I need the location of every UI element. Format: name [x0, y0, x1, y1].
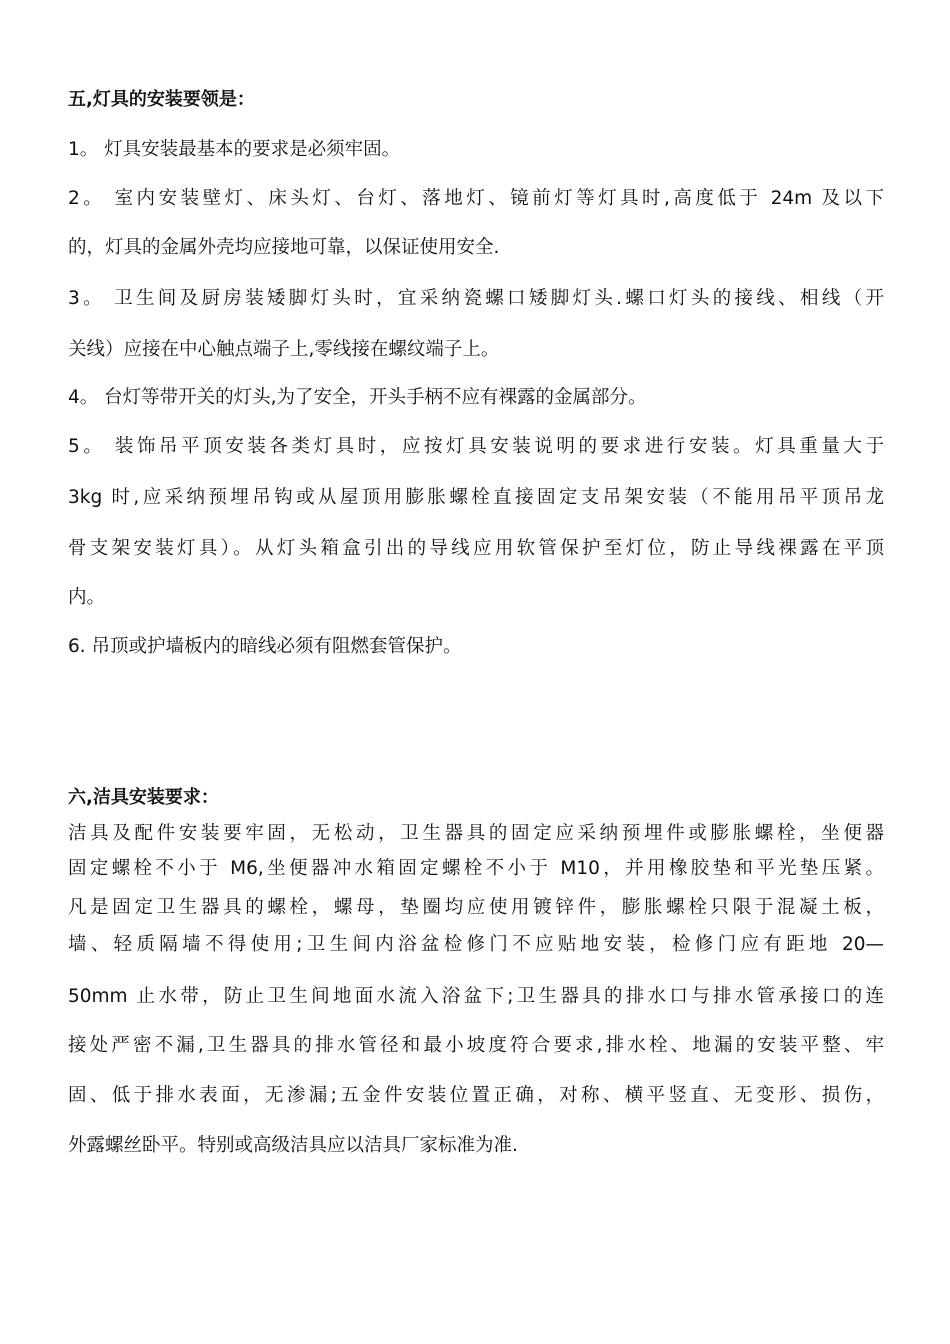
section-5-line-7: 5。 装饰吊平顶安装各类灯具时，应按灯具安装说明的要求进行安装。灯具重量大于 — [68, 436, 884, 457]
section-6-line-1: 洁具及配件安装要牢固，无松动，卫生器具的固定应采纳预埋件或膨胀螺栓，坐便器 — [68, 823, 884, 844]
section-5-line-8: 3kg 时,应采纳预埋吊钩或从屋顶用膨胀螺栓直接固定支吊架安装（不能用吊平顶吊龙 — [68, 487, 884, 508]
section-6-line-7: 固、低于排水表面，无渗漏;五金件安装位置正确，对称、横平竖直、无变形、损伤， — [68, 1085, 884, 1106]
section-6-line-5: 50mm 止水带，防止卫生间地面水流入浴盆下;卫生器具的排水口与排水管承接口的连 — [68, 986, 884, 1007]
section-6-line-6: 接处严密不漏,卫生器具的排水管径和最小坡度符合要求,排水栓、地漏的安装平整、牢 — [68, 1035, 884, 1056]
section-5-line-6: 4。 台灯等带开关的灯头,为了安全，开头手柄不应有裸露的金属部分。 — [68, 387, 647, 408]
section-6-line-3: 凡是固定卫生器具的螺栓，螺母，垫圈均应使用镀锌件，膨胀螺栓只限于混凝土板， — [68, 897, 884, 918]
section-6-line-2: 固定螺栓不小于 M6,坐便器冲水箱固定螺栓不小于 M10，并用橡胶垫和平光垫压紧。 — [68, 858, 884, 879]
section-6-heading: 六,洁具安装要求： — [68, 787, 219, 808]
section-6-line-8: 外露螺丝卧平。特别或高级洁具应以洁具厂家标准为准. — [68, 1135, 518, 1156]
section-5-line-5: 关线）应接在中心触点端子上,零线接在螺纹端子上。 — [68, 339, 500, 360]
section-5-line-11: 6. 吊顶或护墙板内的暗线必须有阻燃套管保护。 — [68, 636, 462, 657]
section-5-line-3: 的，灯具的金属外壳均应接地可靠，以保证使用安全. — [68, 237, 500, 258]
section-6-line-4: 墙、轻质隔墙不得使用;卫生间内浴盆检修门不应贴地安装，检修门应有距地 20— — [68, 934, 884, 955]
section-5-heading: 五,灯具的安装要领是： — [68, 89, 255, 110]
section-5-line-4: 3。 卫生间及厨房装矮脚灯头时，宜采纳瓷螺口矮脚灯头.螺口灯头的接线、相线（开 — [68, 288, 884, 309]
section-5-line-1: 1。 灯具安装最基本的要求是必须牢固。 — [68, 139, 401, 160]
section-5-line-9: 骨支架安装灯具）。从灯头箱盒引出的导线应用软管保护至灯位，防止导线裸露在平顶 — [68, 538, 884, 559]
section-5-line-10: 内。 — [68, 587, 106, 608]
section-5-line-2: 2。 室内安装壁灯、床头灯、台灯、落地灯、镜前灯等灯具时,高度低于 24m 及以下 — [68, 188, 884, 209]
